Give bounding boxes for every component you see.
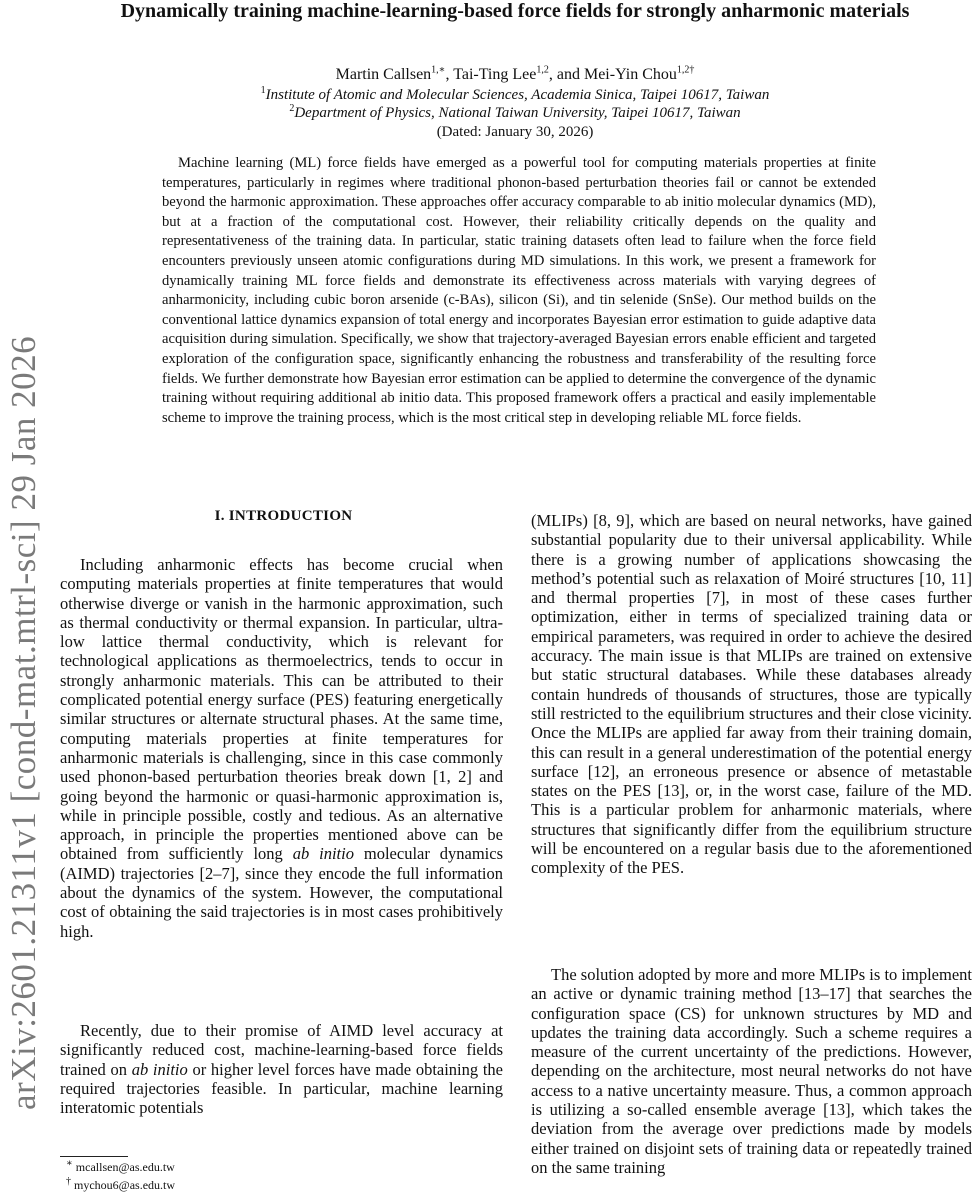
affiliation	[60, 105, 970, 122]
body-paragraph	[60, 555, 503, 941]
author-name: Martin Callsen	[335, 66, 432, 83]
author-affiliation-mark: 1,2	[536, 64, 549, 76]
italic-term: ab initio	[131, 1059, 188, 1079]
footnote-mark: †	[66, 1176, 71, 1187]
section-heading: I. INTRODUCTION	[214, 508, 353, 524]
arxiv-identifier: arXiv:2601.21311v1 [cond-mat.mtrl-sci] 29 Jan 2026	[4, 335, 43, 1110]
author-name: Mei-Yin Chou	[583, 66, 677, 83]
footnote-mark: ∗	[66, 1158, 73, 1169]
author-list	[60, 66, 970, 84]
abstract: Machine learning (ML) force fields have emerged as a powerful tool for computing materials properties at finite temperatures, particularly in regimes where traditional phonon-based perturbation theories fail or cannot be extended beyond the harmonic approximation. These approaches offer accuracy comparable to ab initio molecular dynamics (MD), but at a fraction of the computational cost. However, their reliability critically depends on the quality and representativeness of the training data. In particular, static training datasets often lead to failure when the force field encounters previously unseen atomic configurations during MD simulations. In this work, we present a framework for dynamically training ML force fields and demonstrate its effectiveness across materials with varying degrees of anharmonicity, including cubic boron arsenide (c-BAs), silicon (Si), and tin selenide (SnSe). Our method builds on the conventional lattice dynamics expansion of total energy and incorporates Bayesian error estimation to guide adaptive data acquisition during simulation. Specifically, we show that trajectory-averaged Bayesian errors enable efficient and targeted exploration of the configuration space, significantly enhancing the robustness and transferability of the resulting force fields. We further demonstrate how Bayesian error estimation can be applied to determine the convergence of the dynamic training without requiring additional ab initio data. This proposed framework offers a practical and easily implementable scheme to improve the training process, which is the most critical step in developing reliable ML force fields.	[162, 155, 876, 426]
author-affiliation-mark: 1,∗	[431, 64, 446, 76]
author-separator: ,	[445, 66, 454, 83]
footnote-email: mcallsen@as.edu.tw	[75, 1160, 175, 1174]
author-affiliation-mark: 1,2†	[676, 64, 695, 76]
date-line: (Dated: January 30, 2026)	[436, 124, 594, 140]
affiliation-text: Department of Physics, National Taiwan University, Taipei 10617, Taiwan	[294, 105, 741, 121]
author-name: Tai-Ting Lee	[453, 66, 537, 83]
body-paragraph	[60, 1021, 503, 1117]
affiliation	[60, 87, 970, 104]
body-paragraph: The solution adopted by more and more MLIPs is to implement an active or dynamic training method [13–17] that searches the configuration space (CS) for unknown structures by MD and updates the training data accordingly. Such a scheme requires a measure of the current uncertainty of the predictions. However, depending on the architecture, most neural networks do not have access to a native uncertainty measure. Thus, a common approach is utilizing a so-called ensemble average [13], which takes the deviation from the average over predictions made by models either trained on disjoint sets of training data or repeatedly trained on the same training	[531, 965, 972, 1177]
paragraph-text: molecular dynamics (AIMD) trajectories [2–7], since they encode the full information about the dynamics of the system. However, the computational cost of obtaining the said trajectories is in most cases prohibitively high.	[60, 844, 504, 941]
affiliation-number: 2	[289, 103, 295, 114]
paper-title: Dynamically training machine-learning-based force fields for strongly anharmonic materials	[120, 0, 910, 22]
italic-term: ab initio	[292, 844, 354, 864]
paragraph-text: Including anharmonic effects has become crucial when computing materials properties at finite temperatures that would otherwise diverge or vanish in the harmonic approximation, such as thermal conductivity or thermal expansion. In particular, ultra-low lattice thermal conductivity, which is relevant for technological applications as thermoelectrics, tends to occur in strongly anharmonic materials. This can be attributed to their complicated potential energy surface (PES) featuring energetically similar structures or alternate structural phases. At the same time, computing materials properties at finite temperatures for anharmonic materials is challenging, since in this case commonly used phonon-based perturbation theories break down [1, 2] and going beyond the harmonic or quasi-harmonic approximation is, while in principle possible, costly and tedious. As an alternative approach, in principle the properties mentioned above can be obtained from sufficiently long	[60, 555, 503, 864]
footnote	[66, 1160, 175, 1175]
body-paragraph: (MLIPs) [8, 9], which are based on neural networks, have gained substantial popularity due to their universal applicability. While there is a growing number of applications showcasing the method’s potential such as relaxation of Moiré structures [10, 11] and thermal properties [7], in most of these cases further optimization, either in terms of specialized training data or empirical parameters, was required in order to achieve the desired accuracy. The main issue is that MLIPs are trained on extensive but static structural databases. While these databases already contain hundreds of thousands of structures, those are typically still restricted to the equilibrium structures and their close vicinity. Once the MLIPs are applied far away from their training domain, this can result in a general underestimation of the potential energy surface [12], an erroneous presence or absence of metastable states on the PES [13], or, in the worst case, failure of the MD. This is a particular problem for anharmonic materials, where structures that significantly differ from the equilibrium structure will be encountered on a regular basis due to the aforementioned complexity of the PES.	[531, 511, 972, 878]
footnote	[66, 1178, 175, 1193]
affiliation-number: 1	[260, 85, 266, 96]
footnote-email: mychou6@as.edu.tw	[74, 1178, 176, 1192]
paragraph-text: or higher level forces have made obtaining the required trajectories feasible. In particular, machine learning interatomic potentials	[60, 1059, 504, 1118]
affiliation-text: Institute of Atomic and Molecular Sciences, Academia Sinica, Taipei 10617, Taiwan	[265, 87, 770, 103]
author-separator: , and	[548, 66, 584, 83]
footnote-rule	[60, 1156, 128, 1157]
paragraph-text: Recently, due to their promise of AIMD level accuracy at significantly reduced cost, machine-learning-based force fields trained on	[60, 1021, 503, 1079]
